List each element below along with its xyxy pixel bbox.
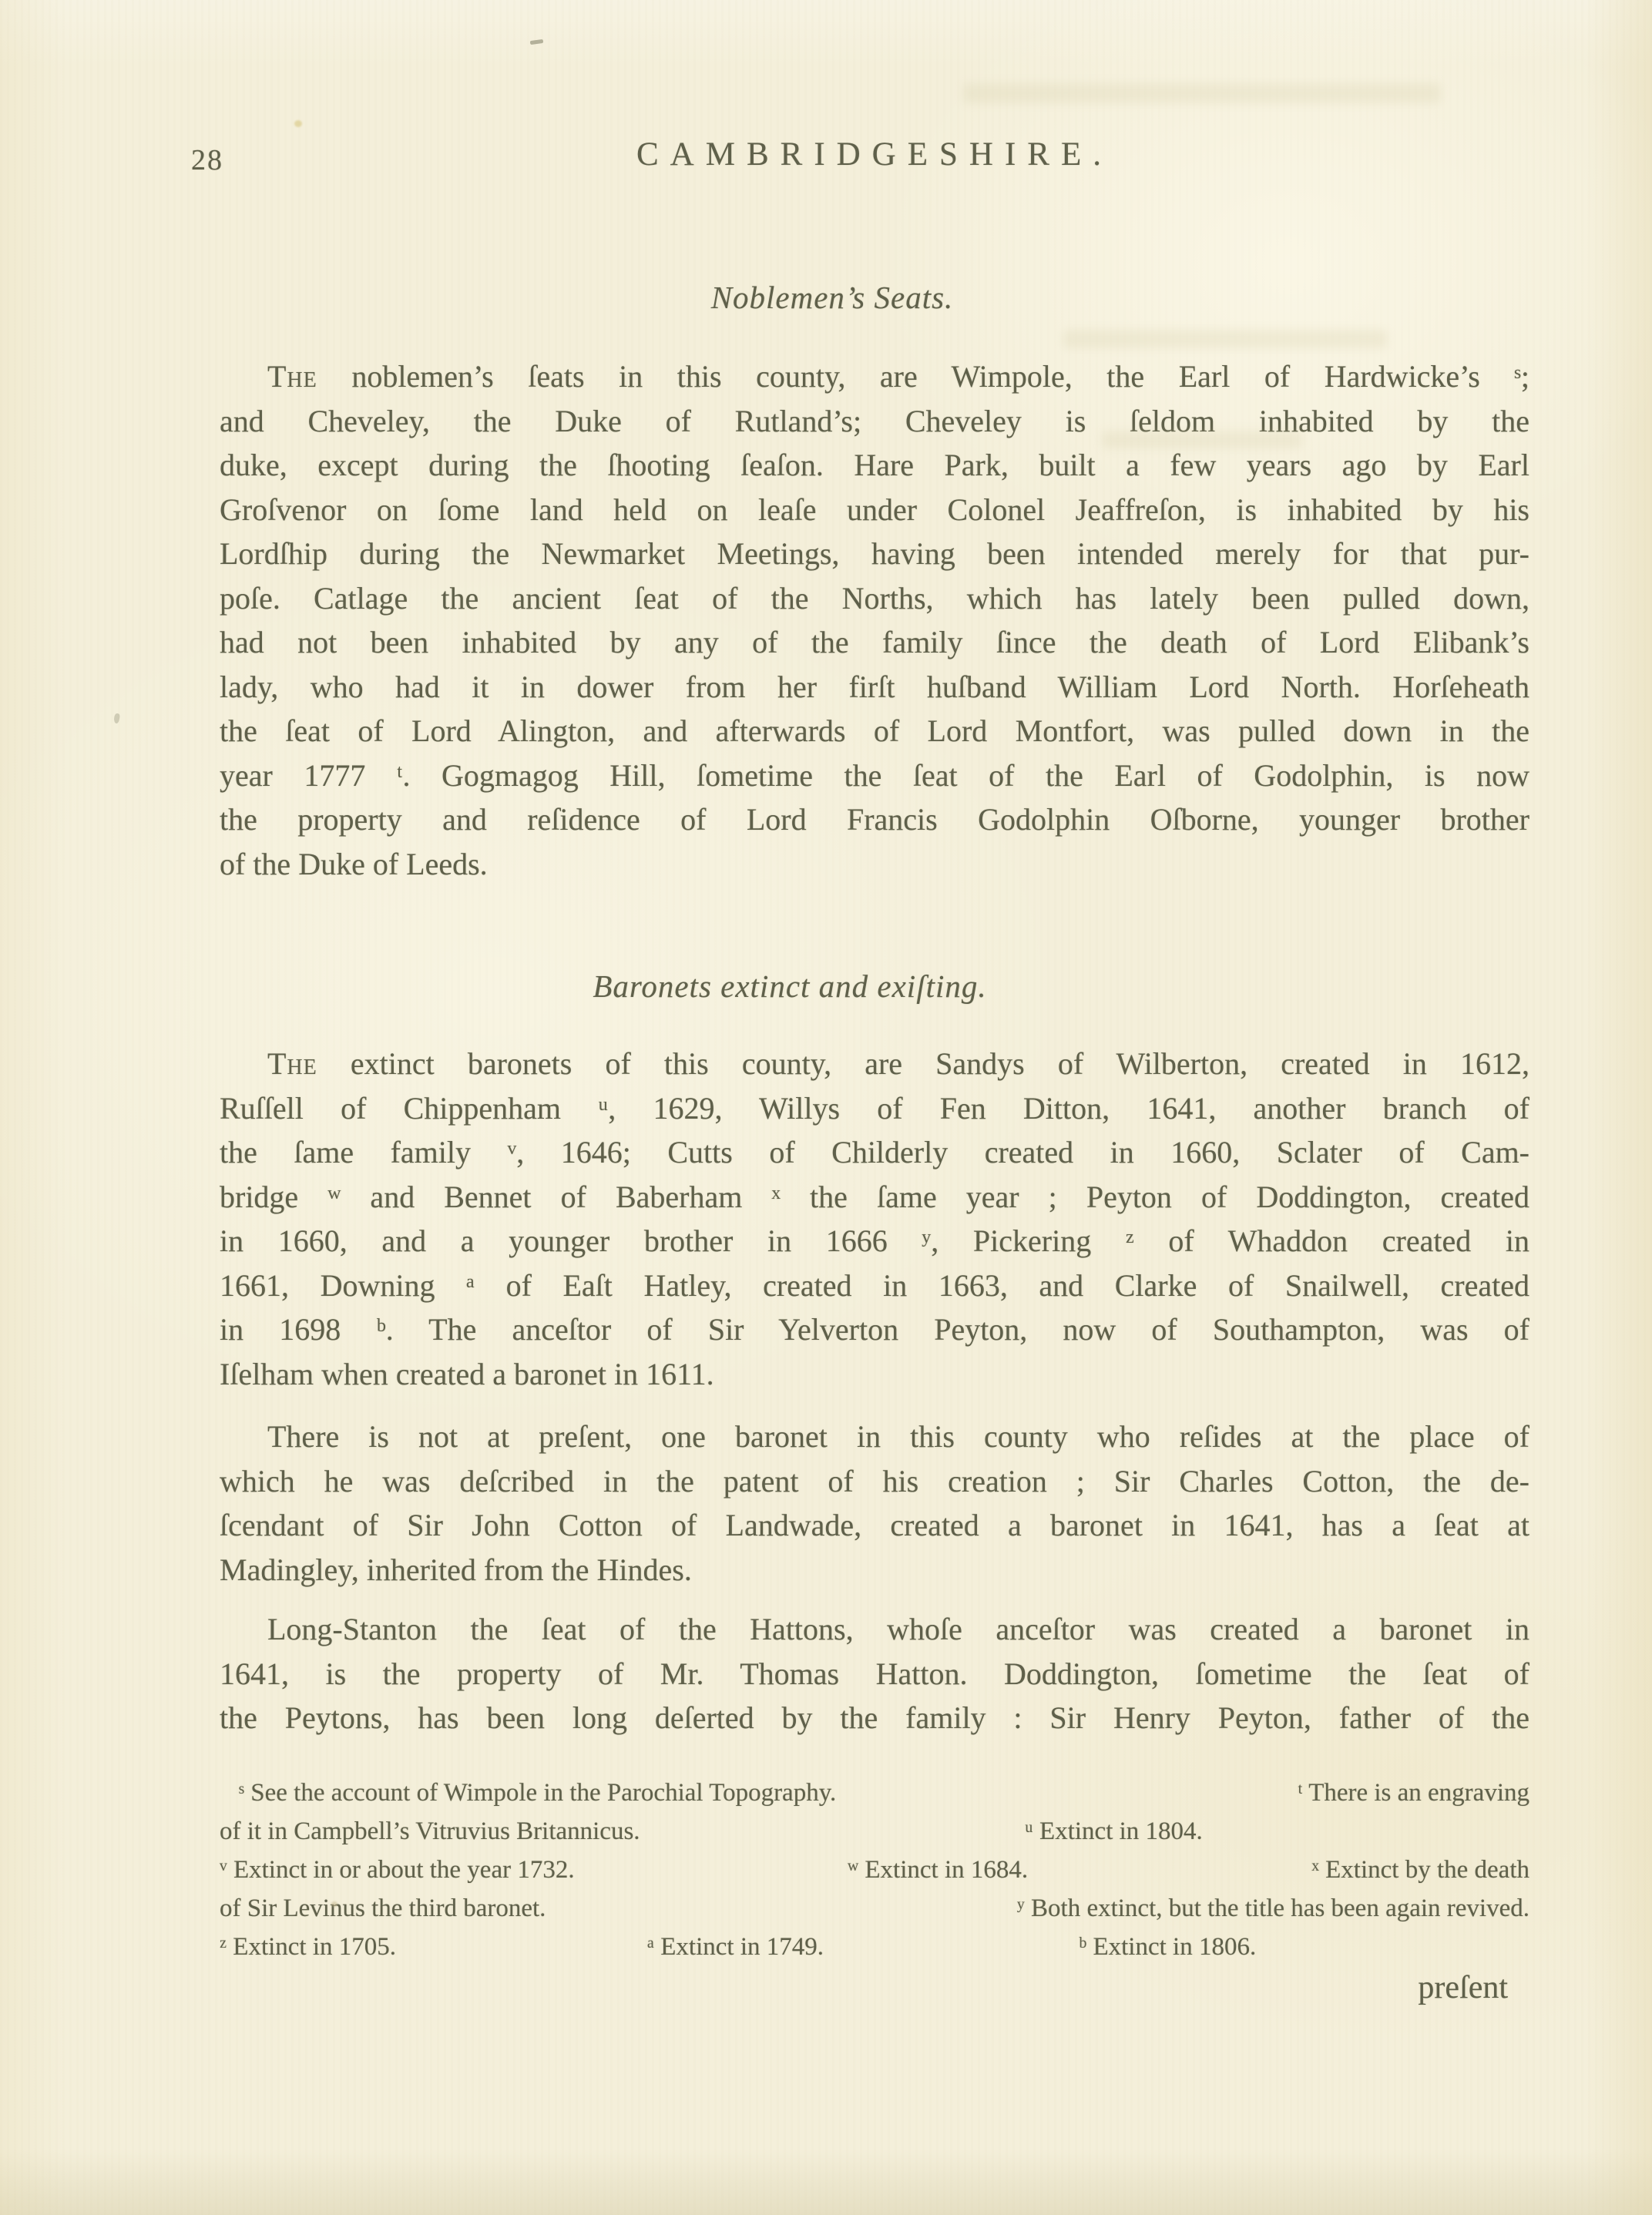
footnotes xyxy=(220,1774,1529,1966)
text-line: and Cheveley, the Duke of Rutland’s; Cheveley is ſeldom inhabited by the xyxy=(220,403,1529,438)
footnote-b: ᵇ Extinct in 1806. xyxy=(1079,1933,1257,1961)
text-line: lady, who had it in dower from her firſt huſband William Lord North. Horſeheath xyxy=(220,669,1529,704)
section-heading-text: Noblemen’s Seats. xyxy=(710,280,954,315)
text-line: ſcendant of Sir John Cotton of Landwade, created a baronet in 1641, has a ſeat at xyxy=(220,1508,1529,1542)
scan-speck xyxy=(530,39,544,45)
text-line: in 1698 ᵇ. The anceſtor of Sir Yelverton Peyton, now of Southampton, was of xyxy=(220,1312,1529,1347)
section-heading-noblemens-seats xyxy=(220,279,1529,316)
text-line: bridge ʷ and Bennet of Baberham ˣ the ſame year ; Peyton of Doddington, created xyxy=(220,1179,1529,1214)
footnote-t-cont: of it in Campbell’s Vitruvius Britannicus. xyxy=(220,1817,640,1845)
footnote-line xyxy=(220,1851,1529,1889)
text-line: There is not at preſent, one baronet in this county who reſides at the place of xyxy=(267,1419,1529,1454)
running-head xyxy=(220,136,1529,173)
ink-bleedthrough xyxy=(963,83,1441,103)
footnote-line xyxy=(220,1812,1529,1851)
footnote-t: ᵗ There is an engraving xyxy=(1298,1779,1529,1807)
text-line: Groſvenor on ſome land held on leaſe under Colonel Jeaffreſon, is inhabited by his xyxy=(220,492,1529,527)
paragraph-baronets-extinct xyxy=(220,1042,1529,1396)
text-line: year 1777 ᵗ. Gogmagog Hill, ſometime the ſeat of the Earl of Godolphin, is now xyxy=(220,757,1529,793)
paragraph-baronet-residence xyxy=(220,1415,1529,1592)
text-line: had not been inhabited by any of the family ſince the death of Lord Elibank’s xyxy=(220,625,1529,659)
text-line: Long-Stanton the ſeat of the Hattons, whoſe anceſtor was created a baronet in xyxy=(267,1612,1529,1646)
text-line xyxy=(220,354,1529,399)
ink-bleedthrough xyxy=(1063,330,1387,348)
footnote-line xyxy=(220,1889,1529,1928)
paragraph-lead: The xyxy=(267,1046,317,1081)
text-line: the property and reſidence of Lord Francis Godolphin Oſborne, younger brother xyxy=(220,802,1529,837)
paragraph-noblemens-seats xyxy=(220,354,1529,886)
footnote-line xyxy=(220,1928,1529,1966)
paragraph-long-stanton xyxy=(220,1607,1529,1740)
paragraph-lead: The xyxy=(267,359,317,394)
scan-speck xyxy=(294,120,302,127)
text-line-rest: noblemen’s ſeats in this county, are Wimpole, the Earl of Hardwicke’s ˢ; xyxy=(351,359,1530,394)
footnote-v: ᵛ Extinct in or about the year 1732. xyxy=(220,1856,575,1884)
catchword: preſent xyxy=(1418,1970,1508,2005)
footnote-u: ᵘ Extinct in 1804. xyxy=(1025,1817,1203,1845)
text-line: Madingley, inherited from the Hindes. xyxy=(220,1552,692,1587)
text-line: poſe. Catlage the ancient ſeat of the Norths, which has lately been pulled down, xyxy=(220,580,1529,616)
running-title: CAMBRIDGESHIRE. xyxy=(636,136,1113,173)
scan-speck xyxy=(113,713,121,723)
text-line: of the Duke of Leeds. xyxy=(220,846,488,881)
text-line: Iſelham when created a baronet in 1611. xyxy=(220,1356,714,1391)
section-heading-baronets xyxy=(220,968,1529,1005)
text-line: in 1660, and a younger brother in 1666 ʸ, Pickering ᶻ of Whaddon created in xyxy=(220,1223,1529,1258)
text-line-rest: extinct baronets of this county, are Sandys of Wilberton, created in 1612, xyxy=(350,1046,1530,1081)
text-line: the ſeat of Lord Alington, and afterwards of Lord Montfort, was pulled down in the xyxy=(220,713,1529,748)
footnote-line xyxy=(220,1774,1529,1812)
footnote-a: ᵃ Extinct in 1749. xyxy=(647,1933,824,1961)
text-line: which he was deſcribed in the patent of his creation ; Sir Charles Cotton, the de- xyxy=(220,1463,1529,1498)
section-heading-text: Baronets extinct and exiſting. xyxy=(593,968,987,1004)
text-line: Lordſhip during the Newmarket Meetings, having been intended merely for that pur- xyxy=(220,536,1529,571)
footnote-w: ʷ Extinct in 1684. xyxy=(848,1856,1029,1884)
footnote-x-cont: of Sir Levinus the third baronet. xyxy=(220,1894,546,1922)
text-line: 1641, is the property of Mr. Thomas Hatton. Doddington, ſometime the ſeat of xyxy=(220,1656,1529,1691)
footnote-z: ᶻ Extinct in 1705. xyxy=(220,1933,397,1961)
footnote-y: ʸ Both extinct, but the title has been again revived. xyxy=(1016,1894,1529,1922)
text-line xyxy=(220,1042,1529,1086)
text-line: duke, except during the ſhooting ſeaſon. Hare Park, built a few years ago by Earl xyxy=(220,448,1529,482)
text-line: the ſame family ᵛ, 1646; Cutts of Childerly created in 1660, Sclater of Cam- xyxy=(220,1135,1529,1170)
catchword-row xyxy=(220,1969,1529,2006)
footnote-s: ˢ See the account of Wimpole in the Parochial Topography. xyxy=(239,1779,837,1807)
page-number: 28 xyxy=(191,144,223,176)
text-line: Ruſſell of Chippenham ᵘ, 1629, Willys of Fen Ditton, 1641, another branch of xyxy=(220,1090,1529,1126)
footnote-x: ˣ Extinct by the death xyxy=(1311,1856,1529,1884)
text-line: 1661, Downing ᵃ of Eaſt Hatley, created in 1663, and Clarke of Snailwell, created xyxy=(220,1267,1529,1303)
text-line: the Peytons, has been long deſerted by the family : Sir Henry Peyton, father of the xyxy=(220,1700,1529,1735)
